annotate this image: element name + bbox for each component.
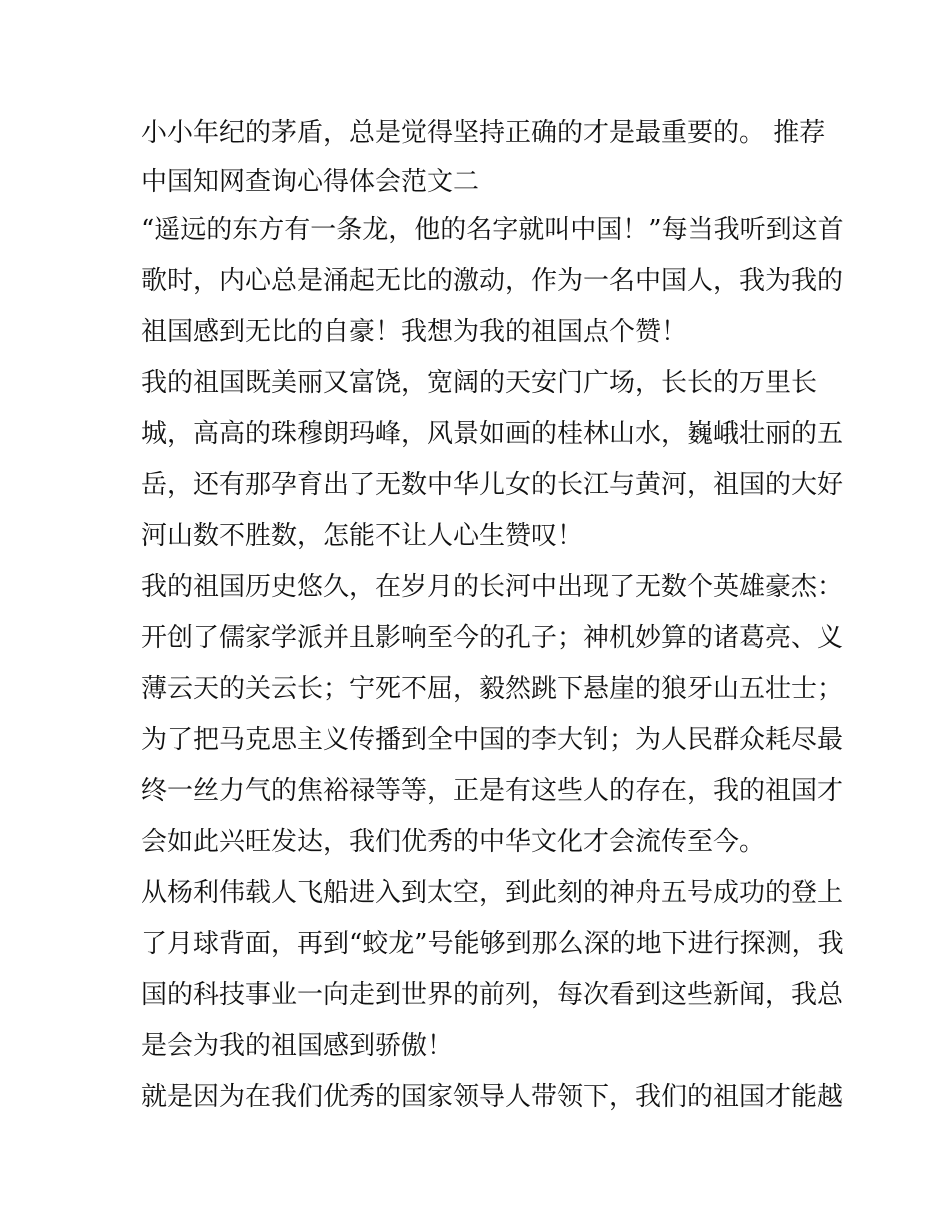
- text-line: 是会为我的祖国感到骄傲！: [141, 1031, 454, 1061]
- text-line: 会如此兴旺发达，我们优秀的中华文化才会流传至今。: [141, 827, 766, 857]
- text-line: 开创了儒家学派并且影响至今的孔子；神机妙算的诸葛亮、义: [141, 623, 844, 653]
- text-line: 歌时，内心总是涌起无比的激动，作为一名中国人，我为我的: [141, 266, 844, 296]
- text-line: 我的祖国历史悠久，在岁月的长河中出现了无数个英雄豪杰：: [141, 572, 844, 602]
- text-line: 为了把马克思主义传播到全中国的李大钊；为人民群众耗尽最: [141, 725, 844, 755]
- text-line: 小小年纪的茅盾，总是觉得坚持正确的才是最重要的。 推荐: [141, 118, 826, 148]
- text-line: 城，高高的珠穆朗玛峰，风景如画的桂林山水，巍峨壮丽的五: [141, 419, 844, 449]
- text-line: 了月球背面，再到“蛟龙”号能够到那么深的地下进行探测，我: [141, 929, 844, 959]
- text-line: 我的祖国既美丽又富饶，宽阔的天安门广场，长长的万里长: [141, 368, 818, 398]
- document-body: [141, 108, 844, 1123]
- text-line: 从杨利伟载人飞船进入到太空，到此刻的神舟五号成功的登上: [141, 878, 844, 908]
- text-line: “遥远的东方有一条龙，他的名字就叫中国！”每当我听到这首: [141, 215, 844, 245]
- heading-line: 中国知网查询心得体会范文二: [141, 167, 480, 197]
- text-line: 祖国感到无比的自豪！我想为我的祖国点个赞！: [141, 317, 688, 347]
- text-line: 岳，还有那孕育出了无数中华儿女的长江与黄河，祖国的大好: [141, 470, 844, 500]
- text-line: 薄云天的关云长；宁死不屈，毅然跳下悬崖的狼牙山五壮士；: [141, 674, 844, 704]
- text-line: 终一丝力气的焦裕禄等等，正是有这些人的存在，我的祖国才: [141, 776, 844, 806]
- text-line: 就是因为在我们优秀的国家领导人带领下，我们的祖国才能越: [141, 1082, 844, 1112]
- text-line: 河山数不胜数，怎能不让人心生赞叹！: [141, 521, 584, 551]
- text-line: 国的科技事业一向走到世界的前列，每次看到这些新闻，我总: [141, 980, 844, 1010]
